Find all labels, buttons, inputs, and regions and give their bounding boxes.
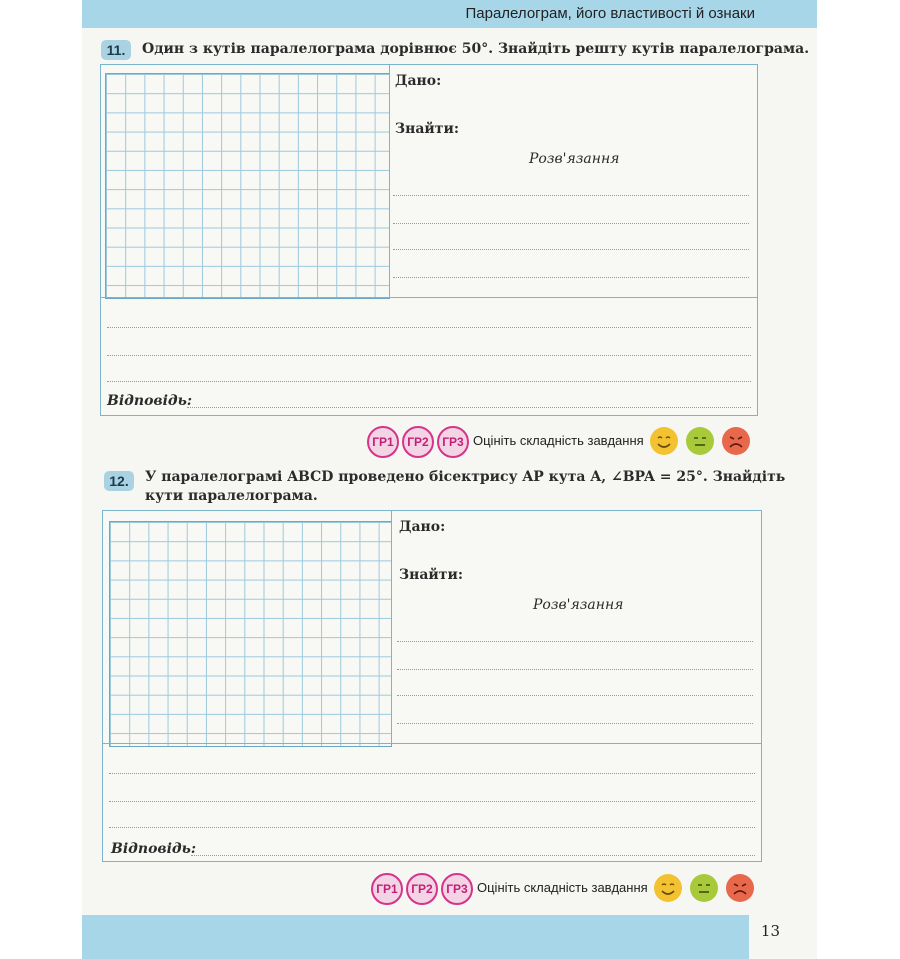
gr2-badge[interactable]: ГР2 [406, 873, 438, 905]
neutral-face-icon[interactable] [685, 426, 715, 456]
graph-paper-grid [109, 521, 392, 747]
rating-prompt: Оцініть складність завдання [473, 433, 644, 448]
task-11-work-area [100, 64, 758, 416]
solution-heading: Розв'язання [533, 597, 624, 613]
answer-line[interactable] [187, 407, 751, 408]
task-statement: Один з кутів паралелограма дорівнює 50°. Знайдіть решту кутів паралелограма. [142, 41, 810, 57]
section-title: Паралелограм, його властивості й ознаки [465, 5, 755, 22]
difficulty-rating [371, 873, 771, 905]
answer-label: Відповідь: [111, 841, 197, 857]
solution-heading: Розв'язання [529, 151, 620, 167]
given-label: Дано: [395, 73, 442, 89]
task-statement-line-2: кути паралелограма. [145, 488, 318, 504]
writing-line[interactable] [107, 327, 751, 328]
gr3-badge[interactable]: ГР3 [441, 873, 473, 905]
task-12-work-area [102, 510, 762, 862]
answer-line[interactable] [191, 855, 755, 856]
page-header [82, 0, 817, 28]
gr1-badge[interactable]: ГР1 [371, 873, 403, 905]
smile-face-icon[interactable] [649, 426, 679, 456]
column-divider [391, 511, 392, 743]
page-number: 13 [760, 922, 780, 940]
writing-line[interactable] [107, 381, 751, 382]
workbook-page [82, 0, 817, 959]
find-label: Знайти: [399, 567, 464, 583]
rating-prompt: Оцініть складність завдання [477, 880, 648, 895]
neutral-face-icon[interactable] [689, 873, 719, 903]
writing-line[interactable] [393, 195, 749, 196]
writing-line[interactable] [109, 801, 755, 802]
smile-face-icon[interactable] [653, 873, 683, 903]
writing-line[interactable] [109, 773, 755, 774]
given-label: Дано: [399, 519, 446, 535]
task-number-badge: 12. [104, 471, 134, 491]
writing-line[interactable] [109, 827, 755, 828]
writing-line[interactable] [397, 695, 753, 696]
page-footer [82, 915, 817, 959]
find-label: Знайти: [395, 121, 460, 137]
difficulty-rating [367, 426, 767, 458]
page-number-area [749, 915, 817, 959]
writing-line[interactable] [107, 355, 751, 356]
writing-line[interactable] [393, 277, 749, 278]
sad-face-icon[interactable] [721, 426, 751, 456]
answer-label: Відповідь: [107, 393, 193, 409]
writing-line[interactable] [393, 249, 749, 250]
sad-face-icon[interactable] [725, 873, 755, 903]
task-statement-line-1: У паралелограмі ABCD проведено бісектрису AP кута A, ∠BPA = 25°. Знайдіть [145, 469, 786, 485]
writing-line[interactable] [397, 669, 753, 670]
writing-line[interactable] [393, 223, 749, 224]
writing-line[interactable] [397, 723, 753, 724]
gr3-badge[interactable]: ГР3 [437, 426, 469, 458]
gr2-badge[interactable]: ГР2 [402, 426, 434, 458]
graph-paper-grid [105, 73, 390, 299]
column-divider [389, 65, 390, 297]
gr1-badge[interactable]: ГР1 [367, 426, 399, 458]
writing-line[interactable] [397, 641, 753, 642]
task-number-badge: 11. [101, 40, 131, 60]
row-divider [103, 743, 761, 744]
row-divider [101, 297, 757, 298]
